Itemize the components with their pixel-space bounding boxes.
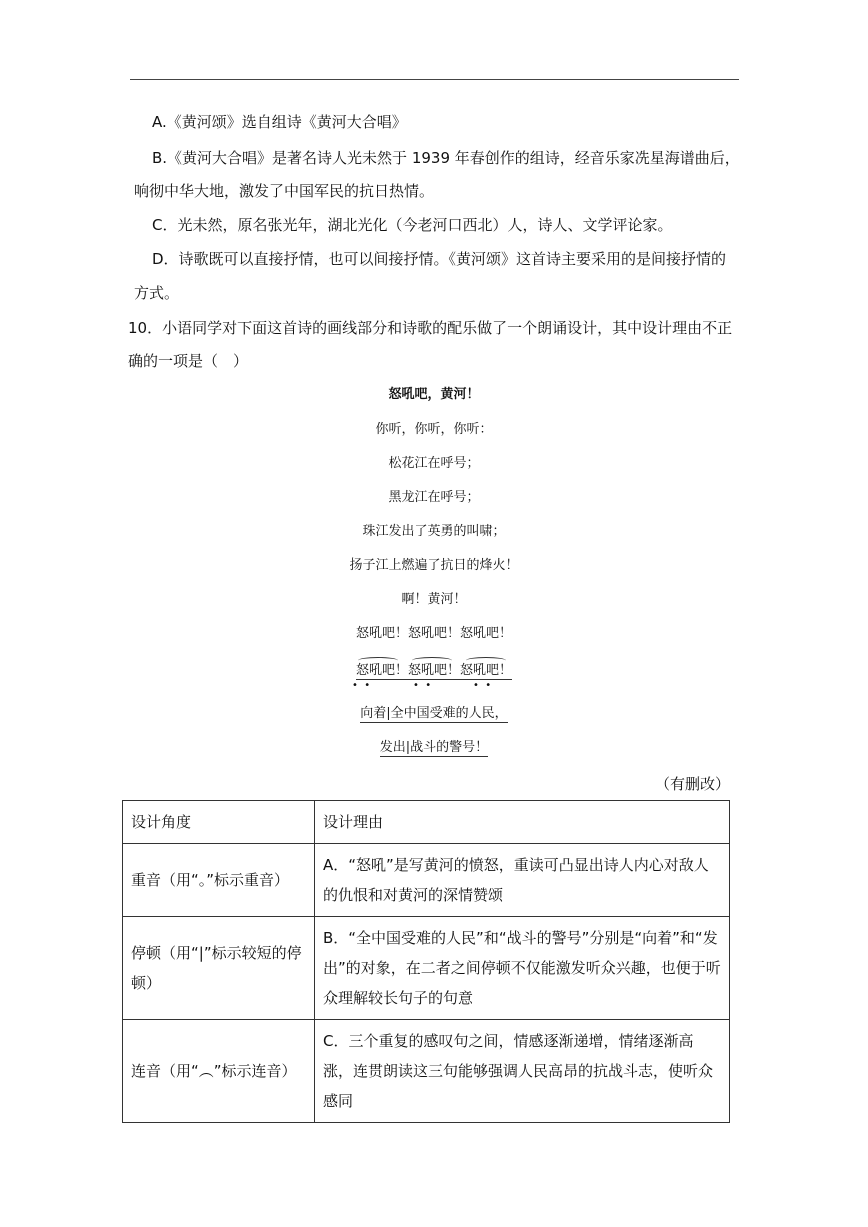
question-line1: 10．小语同学对下面这首诗的画线部分和诗歌的配乐做了一个朗诵设计，其中设计理由不正 [128, 319, 733, 337]
source-note: （有删改） [654, 775, 730, 793]
table-cell-angle: 重音（用“。”标示重音） [123, 844, 315, 917]
stress-dots: • • [352, 680, 371, 691]
stress-dots: • • [473, 680, 492, 691]
poem-underlined-line-1: 怒吼吧！怒吼吧！怒吼吧！ [355, 663, 512, 678]
option-c: C．光未然，原名张光年，湖北光化（今老河口西北）人，诗人、文学评论家。 [152, 216, 673, 234]
poem-line-4: 黑龙江在呼号； [388, 490, 480, 505]
table-cell-angle: 连音（用“︵”标示连音） [123, 1020, 315, 1123]
option-d-line2: 方式。 [134, 284, 180, 302]
table-cell-reason: C．三个重复的感叹句之间，情感逐渐递增，情绪逐渐高涨，连贯朗读这三句能够强调人民高昂的抗战斗志，使听众感同 [315, 1020, 730, 1123]
poem-line-8: 怒吼吧！怒吼吧！怒吼吧！ [355, 626, 512, 641]
table-row [123, 917, 730, 1020]
question-line2: 确的一项是（ ） [128, 352, 249, 370]
header-rule [130, 79, 739, 80]
poem-line-5: 珠江发出了英勇的叫啸； [362, 524, 506, 539]
option-b-line1: B.《黄河大合唱》是著名诗人光未然于 1939 年春创作的组诗，经音乐家冼星海谱曲后， [152, 149, 740, 167]
option-d-line1: D．诗歌既可以直接抒情，也可以间接抒情。《黄河颂》这首诗主要采用的是间接抒情的 [152, 250, 727, 268]
table-cell-reason: A．“怒吼”是写黄河的愤怒，重读可凸显出诗人内心对敌人的仇恨和对黄河的深情赞颂 [315, 844, 730, 917]
poem-underlined-line-3: 发出|战斗的警号！ [379, 740, 489, 755]
poem-line-1: 怒吼吧，黄河！ [388, 387, 480, 402]
table-cell-reason: B．“全中国受难的人民”和“战斗的警号”分别是“向着”和“发出”的对象，在二者之间停顿不仅能激发听众兴趣，也便于听众理解较长句子的句意 [315, 917, 730, 1020]
poem-line-6: 扬子江上燃遍了抗日的烽火！ [349, 558, 519, 573]
option-b-line2: 响彻中华大地，激发了中国军民的抗日热情。 [134, 182, 435, 200]
stress-dots: • • [413, 680, 432, 691]
table-row [123, 844, 730, 917]
poem-underlined-line-2: 向着|全中国受难的人民， [360, 706, 508, 721]
table-header-cell: 设计角度 [123, 801, 315, 844]
poem-line-7: 啊！黄河！ [401, 592, 467, 607]
table-header-cell: 设计理由 [315, 801, 730, 844]
poem-line-3: 松花江在呼号； [388, 456, 480, 471]
table-row [123, 1020, 730, 1123]
table-cell-angle: 停顿（用“|”标示较短的停顿） [123, 917, 315, 1020]
table-header-row [123, 801, 730, 844]
option-a: A.《黄河颂》选自组诗《黄河大合唱》 [152, 113, 407, 131]
design-table [122, 800, 730, 1123]
poem-line-2: 你听，你听，你听： [375, 422, 493, 437]
